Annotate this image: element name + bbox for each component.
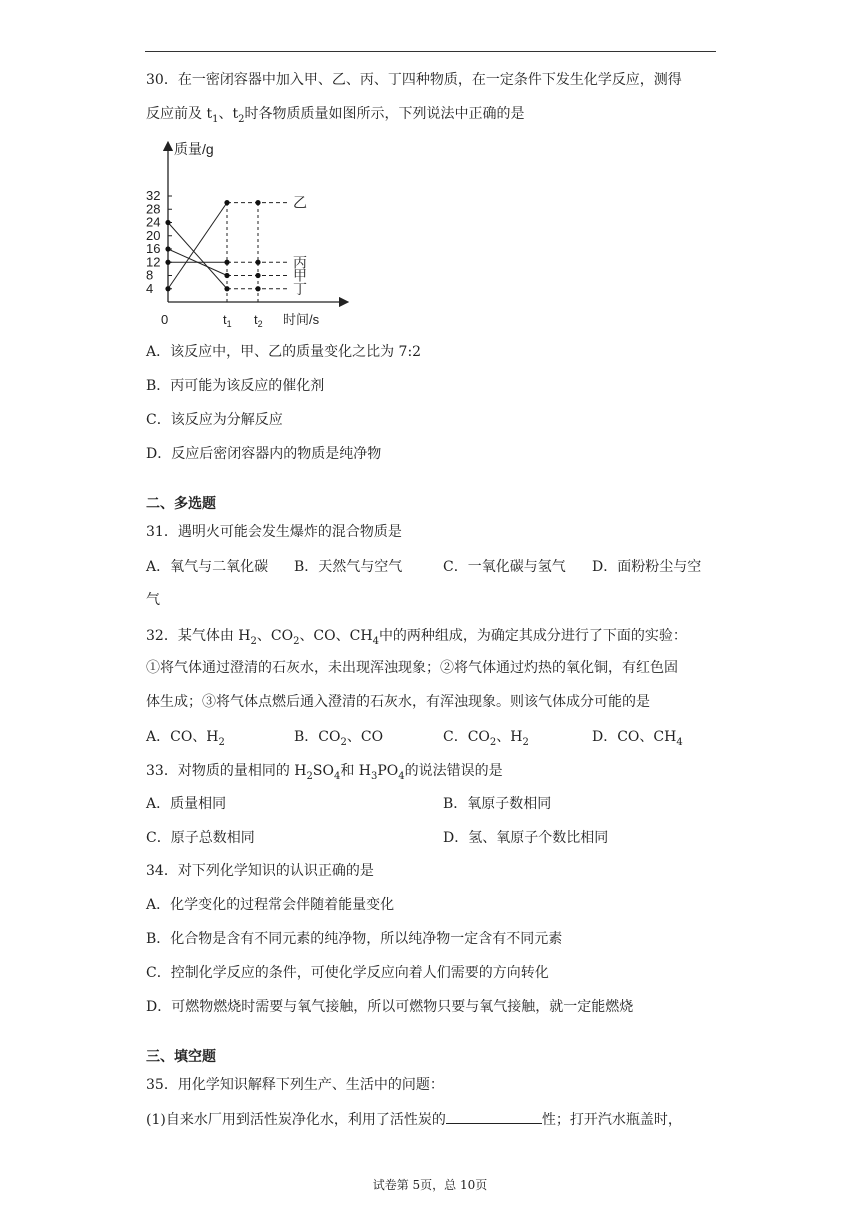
q30-stem-line1: 30．在一密闭容器中加入甲、乙、丙、丁四种物质，在一定条件下发生化学反应，测得: [146, 72, 682, 88]
y-tick-label: 20: [146, 227, 161, 243]
q32-stem-line1: 32．某气体由 $H_2$、$CO_2$、CO、$CH_4$中的两种组成，为确定其成分进行了下面的实验：: [146, 628, 687, 647]
data-point: [255, 273, 260, 278]
data-point: [255, 286, 260, 291]
series-label: 甲: [293, 267, 307, 284]
data-point: [224, 286, 229, 291]
q34-option-d[interactable]: D．可燃物燃烧时需要与氧气接触，所以可燃物只要与氧气接触，就一定能燃烧: [146, 999, 634, 1015]
top-rule: [145, 51, 716, 52]
q31-option-a[interactable]: A．氧气与二氧化碳: [146, 559, 269, 575]
x-tick-label: $t_1$: [223, 312, 232, 329]
data-point: [165, 246, 170, 251]
x-ticks: [161, 203, 263, 329]
page-footer: 试卷第 5页，总 10页: [372, 1178, 488, 1192]
q32-option-d[interactable]: D．CO、$CH_4$: [592, 729, 683, 748]
data-point: [165, 260, 170, 265]
q34-option-b[interactable]: B．化合物是含有不同元素的纯净物，所以纯净物一定含有不同元素: [146, 931, 563, 947]
q35-part1: (1)自来水厂用到活性炭净化水，利用了活性炭的 性；打开汽水瓶盖时，: [146, 1109, 682, 1130]
q31-stem: 31．遇明火可能会发生爆炸的混合物质是: [146, 524, 402, 540]
x-tick-label: 0: [161, 312, 169, 327]
q31-option-c[interactable]: C．一氧化碳与氢气: [443, 559, 566, 575]
q35-stem: 35．用化学知识解释下列生产、生活中的问题：: [146, 1077, 444, 1093]
y-tick-label: 4: [146, 280, 154, 296]
y-tick-label: 8: [146, 267, 154, 283]
y-tick-label: 16: [146, 241, 161, 256]
data-point: [224, 260, 229, 265]
q30-option-a[interactable]: A．该反应中，甲、乙的质量变化之比为 7:2: [146, 344, 422, 360]
q32-stem-line3: 体生成；③将气体点燃后通入澄清的石灰水，有浑浊现象。则该气体成分可能的是: [146, 694, 650, 710]
q32-option-b[interactable]: B．$CO_2$、CO: [294, 729, 384, 748]
q34-option-c[interactable]: C．控制化学反应的条件，可使化学反应向着人们需要的方向转化: [146, 965, 549, 981]
series-label: 乙: [293, 194, 307, 211]
q30-option-d[interactable]: D．反应后密闭容器内的物质是纯净物: [146, 446, 382, 462]
y-tick-label: 24: [146, 214, 161, 230]
y-tick-label: 28: [146, 201, 161, 217]
q33-option-d[interactable]: D．氢、氧原子个数比相同: [443, 830, 609, 846]
section-heading-fill-in: 三、填空题: [146, 1049, 216, 1065]
y-tick-label: 12: [146, 254, 161, 270]
data-point: [165, 220, 170, 225]
section-heading-multi-choice: 二、多选题: [146, 496, 216, 512]
series-line-0: [168, 203, 227, 289]
q31-option-d[interactable]: D．面粉粉尘与空: [592, 559, 702, 575]
q31-option-d-wrap: 气: [146, 592, 160, 608]
q34-option-a[interactable]: A．化学变化的过程常会伴随着能量变化: [146, 897, 395, 913]
data-point: [224, 273, 229, 278]
series-line-3: [168, 223, 227, 289]
q30-stem-line2: 反应前及 $t_1$、$t_2$时各物质质量如图所示，下列说法中正确的是: [146, 106, 525, 125]
data-point: [255, 200, 260, 205]
data-point: [165, 286, 170, 291]
series-label: 丁: [293, 280, 307, 297]
q33-stem: 33．对物质的量相同的 $H_2SO_4$和 $H_3PO_4$的说法错误的是: [146, 763, 503, 782]
q35-answer-blank[interactable]: [446, 1109, 542, 1124]
q32-stem-line2: ①将气体通过澄清的石灰水，未出现浑浊现象；②将气体通过灼热的氧化铜，有红色固: [146, 660, 678, 676]
series-label: 丙: [293, 254, 307, 271]
y-axis-label: 质量/g: [174, 141, 214, 157]
q30-option-c[interactable]: C．该反应为分解反应: [146, 412, 283, 428]
q31-option-b[interactable]: B．天然气与空气: [294, 559, 403, 575]
y-tick-label: 32: [146, 188, 161, 203]
data-point: [224, 200, 229, 205]
q33-option-c[interactable]: C．原子总数相同: [146, 830, 255, 846]
mass-time-chart: [140, 132, 360, 332]
q32-option-c[interactable]: C．$CO_2$、$H_2$: [443, 729, 529, 748]
x-axis-label: 时间/s: [283, 312, 320, 327]
q33-option-a[interactable]: A．质量相同: [146, 796, 227, 812]
q30-option-b[interactable]: B．丙可能为该反应的催化剂: [146, 378, 325, 394]
q33-option-b[interactable]: B．氧原子数相同: [443, 796, 552, 812]
q34-stem: 34．对下列化学知识的认识正确的是: [146, 863, 374, 879]
series-group: [165, 195, 307, 297]
chart-axes: [168, 146, 344, 302]
q32-option-a[interactable]: A．CO、$H_2$: [146, 729, 225, 748]
data-point: [255, 260, 260, 265]
x-tick-label: $t_2$: [254, 312, 263, 329]
